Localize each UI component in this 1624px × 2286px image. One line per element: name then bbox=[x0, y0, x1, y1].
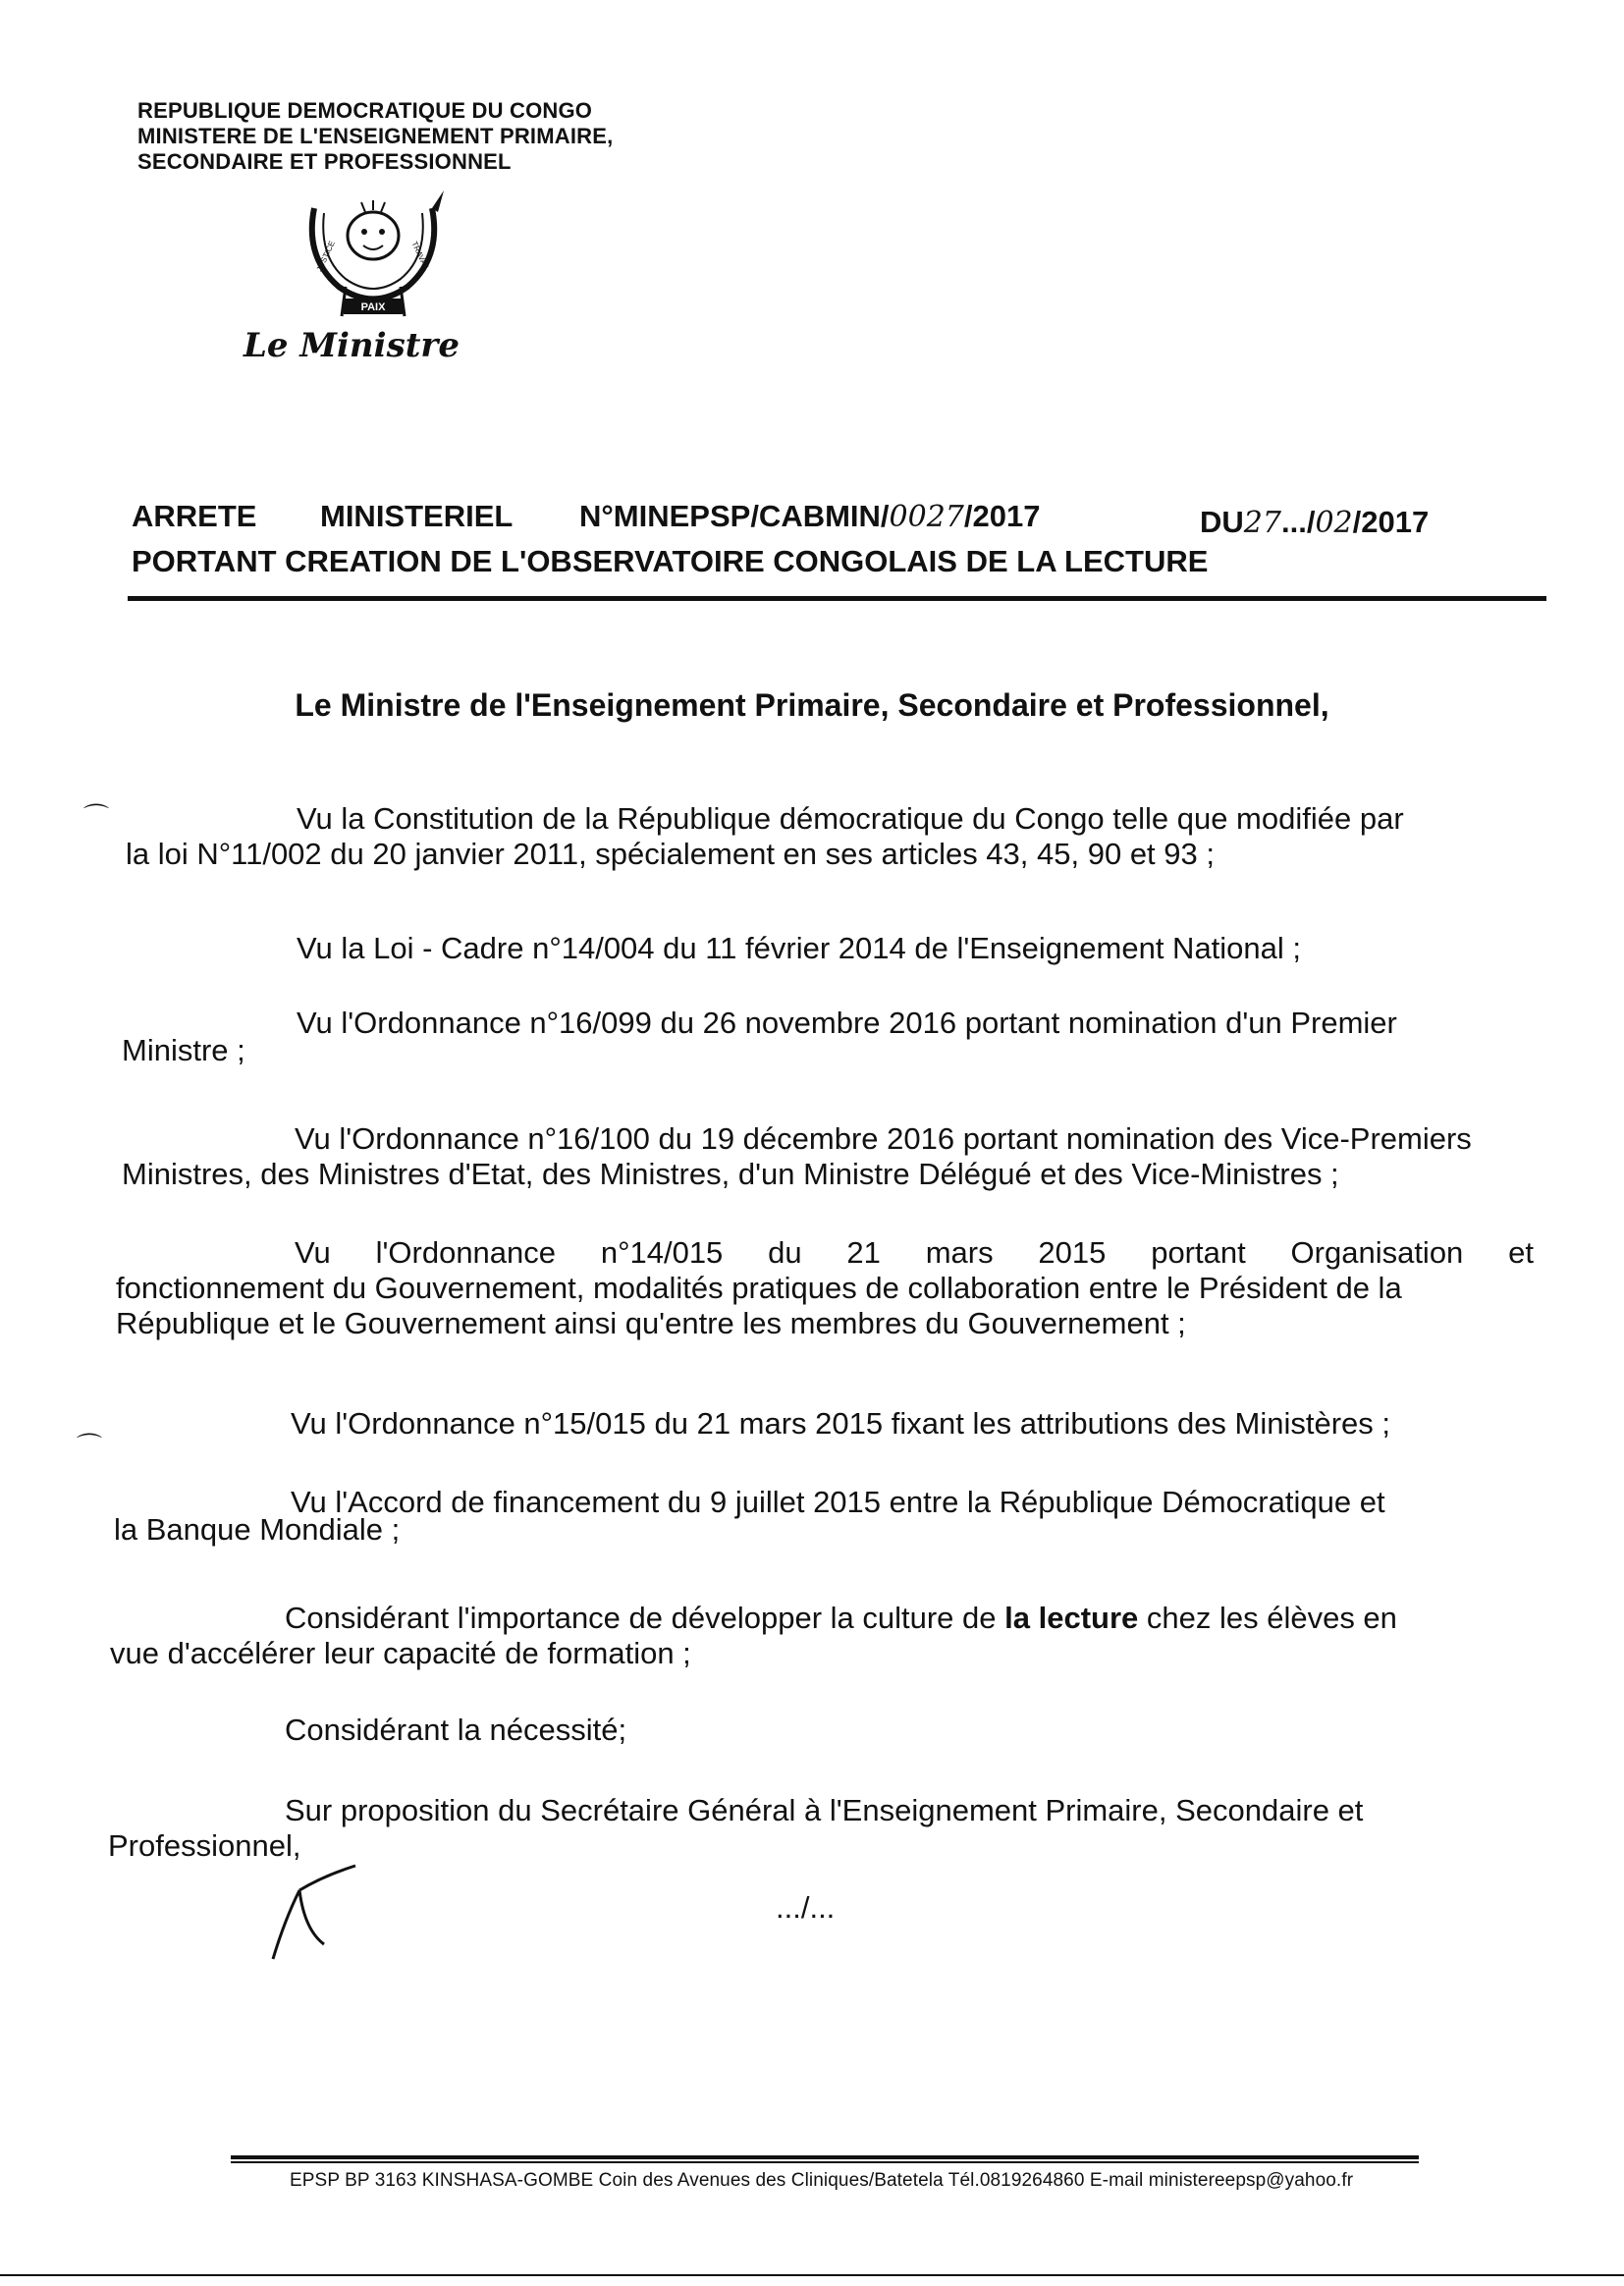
title-date-month: 02 bbox=[1315, 506, 1353, 540]
visa-accord-financement-cont: la Banque Mondiale ; bbox=[114, 1512, 401, 1547]
header-ministry-cont: SECONDAIRE ET PROFESSIONNEL bbox=[137, 149, 512, 174]
institution-header bbox=[137, 98, 613, 175]
page-bottom-edge bbox=[0, 2274, 1624, 2276]
title-date: DU27.../02/2017 bbox=[1200, 505, 1430, 540]
visa-constitution-line1: Vu la Constitution de la République démocratique du Congo telle que modifiée par bbox=[297, 801, 1404, 836]
emblem-right-text: TRAVAIL bbox=[409, 240, 432, 273]
minister-script-label: Le Ministre bbox=[244, 326, 460, 365]
title-date-year: /2017 bbox=[1352, 505, 1430, 539]
footer-rule-thin bbox=[231, 2161, 1419, 2163]
considerant-lecture: Considérant l'importance de développer la culture de la lecture chez les élèves en bbox=[285, 1601, 1397, 1635]
title-underline bbox=[128, 596, 1546, 601]
title-ref-year: /2017 bbox=[963, 499, 1041, 533]
initial-paraph-mark bbox=[265, 1861, 373, 1969]
title-reference bbox=[579, 499, 1040, 534]
emblem-left-text: JUSTICE bbox=[314, 239, 337, 273]
continuation-marker: .../... bbox=[776, 1890, 836, 1925]
considerant-necessite: Considérant la nécessité; bbox=[285, 1713, 627, 1747]
coat-of-arms-emblem-icon bbox=[285, 189, 461, 331]
header-country: REPUBLIQUE DEMOCRATIQUE DU CONGO bbox=[137, 98, 593, 123]
visa-ordonnance-14-015-line2: fonctionnement du Gouvernement, modalités pratiques de collaboration entre le Président de la bbox=[116, 1271, 1402, 1305]
footer-rule bbox=[231, 2155, 1419, 2159]
visa-ordonnance-16-100-cont: Ministres, des Ministres d'Etat, des Ministres, d'un Ministre Délégué et des Vice-Ministres ; bbox=[122, 1157, 1339, 1191]
title-date-day: 27 bbox=[1243, 506, 1281, 540]
title-date-prefix: DU bbox=[1200, 505, 1244, 539]
title-subject: PORTANT CREATION DE L'OBSERVATOIRE CONGOLAIS DE LA LECTURE bbox=[132, 544, 1209, 578]
visa-constitution bbox=[297, 801, 1539, 837]
sur-proposition: Sur proposition du Secrétaire Général à l'Enseignement Primaire, Secondaire et bbox=[285, 1793, 1364, 1827]
sur-proposition-cont: Professionnel, bbox=[108, 1828, 301, 1863]
title-ref-prefix: N°MINEPSP/CABMIN/ bbox=[579, 499, 890, 533]
visa-ordonnance-14-015: Vu l'Ordonnance n°14/015 du 21 mars 2015 portant Organisation et bbox=[295, 1235, 1534, 1270]
visa-ordonnance-15-015: Vu l'Ordonnance n°15/015 du 21 mars 2015 fixant les attributions des Ministères ; bbox=[291, 1406, 1391, 1441]
visa-ordonnance-16-099: Vu l'Ordonnance n°16/099 du 26 novembre 2016 portant nomination d'un Premier bbox=[297, 1006, 1397, 1040]
margin-mark: ⌒ bbox=[77, 1432, 103, 1461]
considerant-lecture-bold: la lecture bbox=[1004, 1601, 1139, 1635]
footer-address: EPSP BP 3163 KINSHASA-GOMBE Coin des Avenues des Cliniques/Batetela Tél.0819264860 E-mail ministereepsp@yahoo.fr bbox=[290, 2170, 1354, 2191]
visa-accord-financement: Vu l'Accord de financement du 9 juillet 2015 entre la République Démocratique et bbox=[291, 1485, 1385, 1519]
title-ref-number: 0027 bbox=[889, 500, 964, 534]
visa-ordonnance-16-099-cont: Ministre ; bbox=[122, 1033, 245, 1067]
header-ministry: MINISTERE DE L'ENSEIGNEMENT PRIMAIRE, bbox=[137, 124, 614, 148]
emblem-banner-text: PAIX bbox=[360, 301, 386, 313]
visa-ordonnance-16-100: Vu l'Ordonnance n°16/100 du 19 décembre 2016 portant nomination des Vice-Premiers bbox=[295, 1121, 1472, 1156]
document-subtitle: Le Ministre de l'Enseignement Primaire, Secondaire et Professionnel, bbox=[295, 687, 1329, 723]
title-word-ministeriel: MINISTERIEL bbox=[320, 499, 514, 533]
visa-ordonnance-14-015-line3: République et le Gouvernement ainsi qu'entre les membres du Gouvernement ; bbox=[116, 1306, 1186, 1340]
visa-loi-cadre: Vu la Loi - Cadre n°14/004 du 11 février 2014 de l'Enseignement National ; bbox=[297, 931, 1302, 965]
visa-constitution-line2: la loi N°11/002 du 20 janvier 2011, spécialement en ses articles 43, 45, 90 et 93 ; bbox=[126, 837, 1215, 871]
considerant-lecture-cont: vue d'accélérer leur capacité de formation ; bbox=[110, 1636, 691, 1670]
title-word-arrete: ARRETE bbox=[132, 499, 257, 533]
margin-mark: ⌒ bbox=[83, 802, 110, 832]
